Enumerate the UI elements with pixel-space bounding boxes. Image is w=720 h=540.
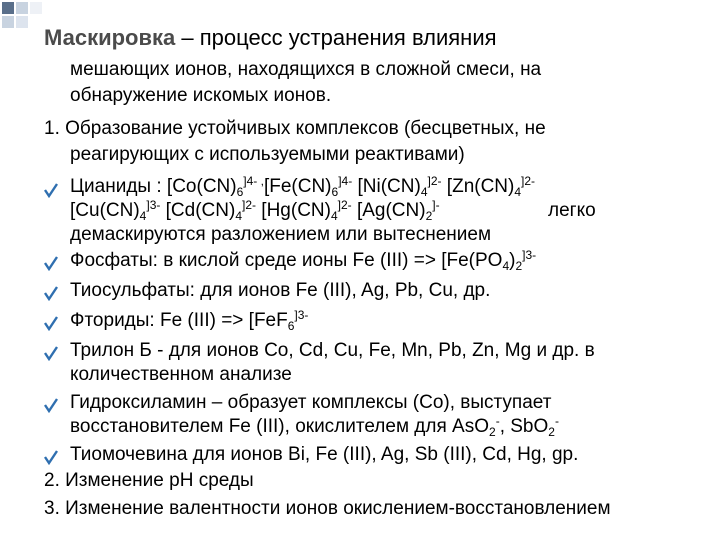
fluorides-line: Фториды: Fe (III) => [FeF$_6^{]3-}$ — [70, 308, 309, 333]
slide-title — [44, 25, 497, 51]
bullet-check-icon — [44, 345, 58, 361]
cyanides-line-3: демаскируются разложением или вытеснением — [70, 224, 492, 245]
trilon-line-2: количественном анализе — [70, 364, 292, 385]
title-heading: Маскировка — [44, 25, 176, 50]
hydroxylamine-line-2: восстановителем Fe (III), окислителем для AsO$_2$-, SbO$_2$- — [70, 414, 559, 439]
intro-line-2: мешающих ионов, находящихся в сложной смеси, на — [70, 59, 542, 80]
bullet-check-icon — [44, 182, 58, 198]
cyanides-easily: легко — [548, 200, 596, 221]
item-2-line: 2. Изменение pH среды — [44, 470, 254, 491]
thiosulfates-line: Тиосульфаты: для ионов Fe (III), Ag, Pb, Cu, др. — [70, 280, 491, 301]
bullet-check-icon — [44, 255, 58, 271]
item-1-line-1: 1. Образование устойчивых комплексов (бесцветных, не — [44, 118, 546, 139]
bullet-check-icon — [44, 285, 58, 301]
item-3-line: 3. Изменение валентности ионов окислением-восстановлением — [44, 498, 611, 519]
bullet-check-icon — [44, 315, 58, 331]
cyanides-line-1: Цианиды : [$Co(CN)_6^{]4- ,}[Fe(CN)_6^{]4-}$ [$Ni(CN)_4^{]2-}$ [$Zn(CN)_4^{]2-}$ — [70, 174, 536, 199]
bullet-check-icon — [44, 449, 58, 465]
bullet-check-icon — [44, 397, 58, 413]
thiourea-line: Тиомочевина для ионов Bi, Fe (III), Ag, Sb (III), Cd, Hg, gp. — [70, 444, 579, 465]
phosphates-line: Фосфаты: в кислой среде ионы Fe $(III) => [Fe(PO_4)_2^{]3-}$ — [70, 248, 537, 273]
intro-line-3: обнаружение искомых ионов. — [70, 85, 332, 106]
trilon-line-1: Трилон Б - для ионов Co, Cd, Cu, Fe, Mn, Pb, Zn, Mg и др. в — [70, 340, 595, 361]
cyanides-line-2: [$Cu(CN)_4^{]3-}$ [$Cd(CN)_4^{]2-}$ [$Hg(CN)_4^{]2-}$ [$Ag(CN)_2^{]-}$ — [70, 198, 440, 223]
title-rest: – процесс устранения влияния — [175, 25, 497, 50]
hydroxylamine-line-1: Гидроксиламин – образует комплексы (Co), выступает — [70, 392, 552, 413]
item-1-line-2: реагирующих с используемыми реактивами) — [70, 144, 465, 165]
